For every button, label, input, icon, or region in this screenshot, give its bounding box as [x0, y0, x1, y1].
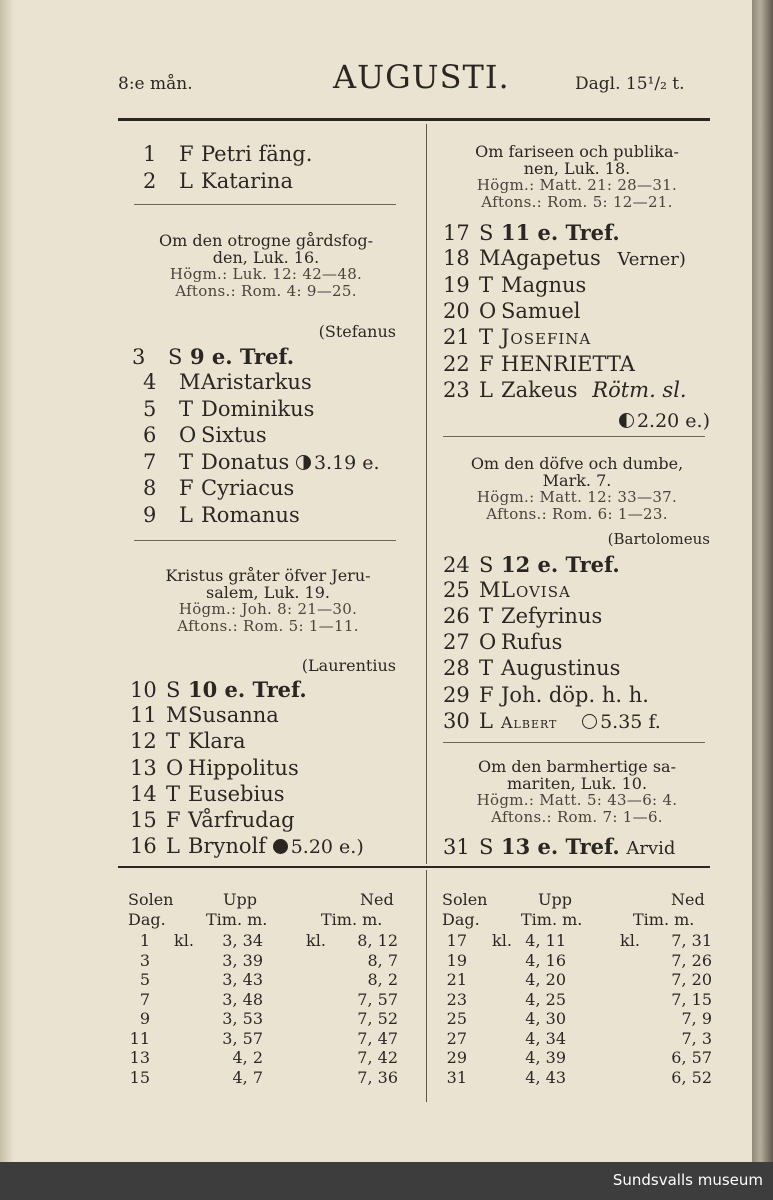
- month-number: 8:e mån.: [118, 74, 193, 94]
- sermon-text-0: Om fariseen och publika- nen, Luk. 18. Högm.: Matt. 21: 28—31. Aftons.: Rom. 5: 12—21.: [475, 142, 679, 211]
- table-cell: kl.: [492, 931, 512, 950]
- credit-band: [0, 1162, 773, 1200]
- day-row: 21 T Josefina: [443, 325, 592, 349]
- day-row: 31 S 13 e. Tref. Arvid: [443, 834, 676, 859]
- page-binding-shadow: [0, 0, 14, 1162]
- day-row: 4 MAristarkus: [143, 370, 312, 394]
- day-row: 7 T Donatus 3.19 e.: [143, 450, 380, 474]
- day-row: 1 F Petri fäng.: [143, 142, 313, 166]
- table-cell: 7, 20: [671, 970, 712, 989]
- day-row: 5 T Dominikus: [143, 397, 315, 421]
- table-cell: 4, 30: [525, 1009, 566, 1028]
- table-column-divider: [426, 870, 427, 1102]
- day-row: 3 S 9 e. Tref.: [132, 344, 295, 369]
- table-cell: 8, 7: [367, 950, 398, 970]
- table-cell: 4, 20: [525, 970, 566, 989]
- table-cell: 9: [139, 1009, 150, 1028]
- table-cell: 29: [446, 1048, 467, 1067]
- day-row: 12 T Klara: [130, 729, 246, 753]
- day-row: 6 O Sixtus: [143, 423, 267, 447]
- separator: [134, 204, 396, 205]
- table-cell: 3, 48: [222, 989, 263, 1009]
- separator: [134, 540, 396, 541]
- table-cell: 6, 52: [671, 1067, 712, 1087]
- table-cell: 4, 16: [525, 950, 566, 970]
- table-cell: 11: [129, 1028, 150, 1048]
- day-row: 19 T Magnus: [443, 273, 587, 297]
- table-cell: 3, 53: [222, 1009, 263, 1028]
- day-row: 30 L Albert 5.35 f.: [443, 709, 661, 733]
- table-cell: 7, 15: [671, 989, 712, 1009]
- sunrise-table-left: Solen Upp Ned Dag. Tim. m. Tim. m. 1 kl. 3, 34 kl. 8, 12 3 3, 39 8, 7 5 3, 43 8, 2 7 3, 48 7, 57 9 3, 53 7, 52 11 3, 57 7, 47 13 4, 2 7, 42 15 4, 7 7, 36: [128, 890, 398, 1087]
- column-divider: [426, 124, 427, 864]
- month-title: AUGUSTI.: [333, 58, 510, 96]
- separator: [443, 436, 705, 437]
- header-rule: [118, 118, 710, 121]
- table-cell: 27: [446, 1028, 467, 1048]
- sermon-text-4: Om den barmhertige sa- mariten, Luk. 10. Högm.: Matt. 5: 43—6: 4. Aftons.: Rom. 7: 1—6.: [476, 757, 678, 826]
- sermon-text-3: Om den döfve och dumbe, Mark. 7. Högm.: Matt. 12: 33—37. Aftons.: Rom. 6: 1—23.: [470, 454, 684, 523]
- table-cell: 21: [446, 970, 467, 989]
- table-cell: 8, 12: [357, 931, 398, 950]
- table-cell: 13: [129, 1048, 150, 1067]
- full-moon-icon: [582, 714, 597, 729]
- table-cell: 19: [446, 950, 467, 970]
- museum-credit: Sundsvalls museum: [612, 1171, 763, 1189]
- page-edge: [752, 0, 773, 1162]
- day-row: 8 F Cyriacus: [143, 476, 295, 500]
- day-row: 9 L Romanus: [143, 503, 300, 527]
- day-row: 14 T Eusebius: [130, 782, 285, 806]
- table-cell: 7, 36: [357, 1067, 398, 1087]
- table-cell: 4, 7: [232, 1067, 263, 1087]
- table-cell: 7, 26: [671, 950, 712, 970]
- table-cell: 25: [446, 1009, 467, 1028]
- sermon-text-1: Om den otrogne gårdsfog- den, Luk. 16. Högm.: Luk. 12: 42—48. Aftons.: Rom. 4: 9—25.: [158, 231, 373, 300]
- day-row: 22 F HENRIETTA: [443, 352, 635, 376]
- table-cell: 1: [139, 931, 150, 950]
- day-row: 23 L Zakeus Rötm. sl.: [443, 378, 687, 402]
- table-rule: [118, 866, 710, 868]
- sermon-text-2: Kristus gråter öfver Jeru- salem, Luk. 19. Högm.: Joh. 8: 21—30. Aftons.: Rom. 5: 1—11.: [165, 566, 371, 635]
- last-quarter-moon-icon: [619, 413, 634, 428]
- table-cell: 7, 31: [671, 931, 712, 950]
- table-cell: 31: [446, 1067, 467, 1087]
- table-cell: 3: [139, 950, 150, 970]
- day-row: 29 F Joh. döp. h. h.: [443, 683, 649, 707]
- day-row: 26 T Zefyrinus: [443, 604, 603, 628]
- table-cell: 7, 57: [357, 989, 398, 1009]
- table-cell: 7, 52: [357, 1009, 398, 1028]
- table-cell: kl.: [620, 931, 640, 950]
- table-cell: 3, 43: [222, 970, 263, 989]
- name-day-note: (Bartolomeus: [607, 530, 710, 548]
- table-cell: 5: [139, 970, 150, 989]
- day-row: 17 S 11 e. Tref.: [443, 220, 620, 245]
- day-row: 24 S 12 e. Tref.: [443, 552, 620, 577]
- day-row: 15 F Vårfrudag: [130, 808, 295, 832]
- day-row: 25 MLovisa: [443, 578, 571, 602]
- day-row: 10 S 10 e. Tref.: [130, 677, 307, 702]
- name-day-note: (Laurentius: [301, 656, 396, 675]
- table-cell: 4, 25: [525, 989, 566, 1009]
- day-row: 16 L Brynolf 5.20 e.): [130, 834, 364, 858]
- day-row: 20 O Samuel: [443, 299, 581, 323]
- table-cell: 4, 11: [525, 931, 566, 950]
- table-cell: 3, 39: [222, 950, 263, 970]
- day-row: 13 O Hippolitus: [130, 756, 299, 780]
- table-cell: 17: [446, 931, 467, 950]
- day-row: 11 MSusanna: [130, 703, 279, 727]
- day-row: 18 MAgapetus Verner): [443, 246, 686, 270]
- table-cell: 3, 57: [222, 1028, 263, 1048]
- table-cell: 8, 2: [367, 970, 398, 989]
- table-cell: 4, 43: [525, 1067, 566, 1087]
- sunrise-table-right: Solen Upp Ned Dag. Tim. m. Tim. m. 17 kl. 4, 11 kl. 7, 31 19 4, 16 7, 26 21 4, 20 7, 20 23 4, 25 7, 15 25 4, 30 7, 9 27 4, 34 7, 3 29 4, 39 6, 57 31 4, 43 6, 52: [442, 890, 712, 1087]
- first-quarter-moon-icon: [296, 455, 311, 470]
- table-cell: 7: [139, 989, 150, 1009]
- table-cell: 7, 9: [681, 1009, 712, 1028]
- table-cell: 4, 39: [525, 1048, 566, 1067]
- day-row: 2 L Katarina: [143, 169, 293, 193]
- table-cell: 15: [129, 1067, 150, 1087]
- day-row: 27 O Rufus: [443, 630, 563, 654]
- table-cell: kl.: [306, 931, 326, 950]
- table-cell: 7, 42: [357, 1048, 398, 1067]
- new-moon-icon: [273, 839, 288, 854]
- day-row: 28 T Augustinus: [443, 656, 621, 680]
- moon-phase-note: 2.20 e.): [560, 410, 710, 432]
- name-day-note: (Stefanus: [318, 322, 396, 341]
- separator: [443, 742, 705, 743]
- table-cell: 23: [446, 989, 467, 1009]
- table-cell: 6, 57: [671, 1048, 712, 1067]
- table-cell: 4, 34: [525, 1028, 566, 1048]
- table-cell: kl.: [174, 931, 194, 950]
- daylight-hours: Dagl. 15¹/₂ t.: [575, 74, 685, 94]
- table-cell: 7, 3: [681, 1028, 712, 1048]
- table-cell: 4, 2: [232, 1048, 263, 1067]
- table-cell: 7, 47: [357, 1028, 398, 1048]
- table-cell: 3, 34: [222, 931, 263, 950]
